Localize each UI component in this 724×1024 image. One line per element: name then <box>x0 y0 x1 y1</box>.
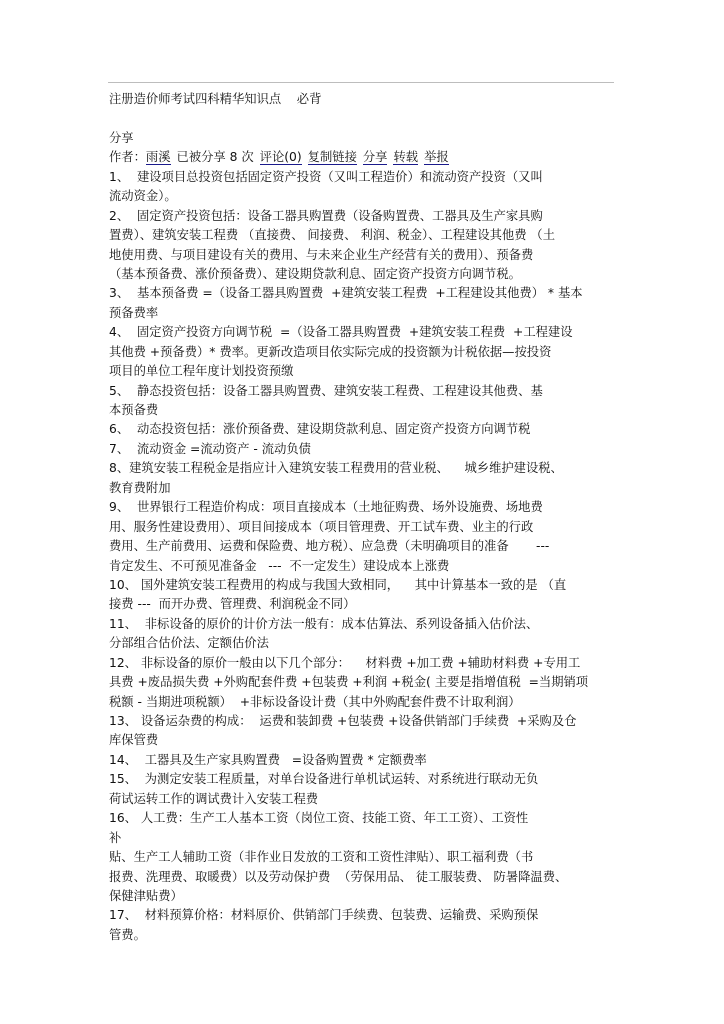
text-line: 库保管费 <box>109 733 159 748</box>
report-link[interactable]: 举报 <box>424 150 449 165</box>
text-line: 补 <box>109 830 122 845</box>
text-line: 6、 动态投资包括：涨价预备费、建设期贷款利息、固定资产投资方向调节税 <box>109 422 531 437</box>
text-line: 保健津贴费） <box>109 888 183 903</box>
copy-link[interactable]: 复制链接 <box>307 150 357 165</box>
text-line: 其他费 +预备费）* 费率。更新改造项目依实际完成的投资额为计税依据—按投资 <box>109 344 552 359</box>
author-label: 作者： <box>109 150 146 165</box>
text-line: 17、 材料预算价格：材料原价、供销部门手续费、包装费、运输费、采购预保 <box>109 908 539 923</box>
text-line: 1、 建设项目总投资包括固定资产投资（又叫工程造价）和流动资产投资（又叫 <box>109 169 543 184</box>
text-line: 11、 非标设备的原价的计价方法一般有：成本估算法、系列设备插入估价法、 <box>109 616 539 631</box>
text-line: 本预备费 <box>109 403 159 417</box>
text-line: 13、 设备运杂费的构成： 运费和装卸费 +包装费 +设备供销部门手续费 +采购及仓 <box>109 714 577 728</box>
blank-line <box>109 109 619 128</box>
text-line: 报费、洗理费、取暖费）以及劳动保护费 （劳保用品、 徒工服装费、 防暑降温费、 <box>109 869 568 884</box>
text-line: 管费。 <box>109 927 146 942</box>
share-link[interactable]: 分享 <box>362 150 388 165</box>
text-line: 3、 基本预备费 =（设备工器具购置费 +建筑安装工程费 +工程建设其他费） * 基本 <box>109 286 583 301</box>
text-line: 流动资金）。 <box>109 189 177 204</box>
text-line: 5、 静态投资包括：设备工器具购置费、建筑安装工程费、工程建设其他费、基 <box>109 383 543 398</box>
text-line: 用、服务性建设费用）、项目间接成本（项目管理费、开工试车费、业主的行政 <box>109 519 534 534</box>
text-line: 2、 固定资产投资包括：设备工器具购置费（设备购置费、工器具及生产家具购 <box>109 208 543 223</box>
text-line: 接费 --- 而开办费、管理费、利润税金不同） <box>109 597 356 612</box>
text-line: 8、建筑安装工程税金是指应计入建筑安装工程费用的营业税、 城乡维护建设税、 <box>109 461 563 476</box>
text-line: 费用、生产前费用、运费和保险费、地方税）、应急费（未明确项目的准备 --- <box>109 539 550 554</box>
text-line: 税额 - 当期进项税额） +非标设备设计费（其中外购配套件费不计取利润） <box>109 694 521 709</box>
text-line: 10、 国外建筑安装工程费用的构成与我国大致相同， 其中计算基本一致的是 （直 <box>109 577 567 592</box>
text-line: 项目的单位工程年度计划投资预缴 <box>109 364 294 379</box>
text-line: （基本预备费、涨价预备费）、建设期贷款利息、固定资产投资方向调节税。 <box>109 266 521 281</box>
text-line: 荷试运转工作的调试费计入安装工程费 <box>109 791 319 806</box>
meta-row <box>109 148 619 167</box>
text-line: 贴、生产工人辅助工资（非作业日发放的工资和工资性津贴）、职工福利费（书 <box>109 850 534 865</box>
text-line: 地使用费、与项目建设有关的费用、与未来企业生产经营有关的费用）、预备费 <box>109 247 534 262</box>
top-divider <box>108 82 614 83</box>
share-heading: 分享 <box>109 130 134 145</box>
text-line: 具费 +废品损失费 +外购配套件费 +包装费 +利润 +税金( 主要是指增值税 =当期销项 <box>109 675 589 690</box>
text-line: 9、 世界银行工程造价构成：项目直接成本（土地征购费、场外设施费、场地费 <box>109 500 543 515</box>
text-line: 预备费率 <box>109 305 159 320</box>
text-line: 7、 流动资金 =流动资产 - 流动负债 <box>109 441 311 456</box>
text-line: 肯定发生、不可预见准备金 --- 不一定发生）建设成本上涨费 <box>109 558 450 573</box>
text-line: 15、 为测定安装工程质量，对单台设备进行单机试运转、对系统进行联动无负 <box>109 772 539 787</box>
repost-link[interactable]: 转载 <box>393 150 419 165</box>
text-line: 分部组合估价法、定额估价法 <box>109 636 269 651</box>
comment-link[interactable]: 评论(0) <box>259 150 302 165</box>
knowledge-points <box>109 168 619 946</box>
document-body <box>109 90 619 945</box>
text-line: 教育费附加 <box>109 480 171 495</box>
text-line: 14、 工器具及生产家具购置费 =设备购置费 * 定额费率 <box>109 752 427 767</box>
text-line: 16、 人工费：生产工人基本工资（岗位工资、技能工资、年工工资）、工资性 <box>109 811 529 826</box>
text-line: 置费）、建筑安装工程费 （直接费、 间接费、 利润、税金）、工程建设其他费 （土 <box>109 228 556 243</box>
text-line: 12、 非标设备的原价一般由以下几个部分： 材料费 +加工费 +辅助材料费 +专用工 <box>109 655 581 670</box>
share-count: 已被分享 8 次 <box>176 150 254 165</box>
page-title: 注册造价师考试四科精华知识点 必背 <box>109 92 322 106</box>
text-line: 4、 固定资产投资方向调节税 =（设备工器具购置费 +建筑安装工程费 +工程建设 <box>109 325 573 340</box>
author-link[interactable]: 雨溪 <box>145 150 171 165</box>
